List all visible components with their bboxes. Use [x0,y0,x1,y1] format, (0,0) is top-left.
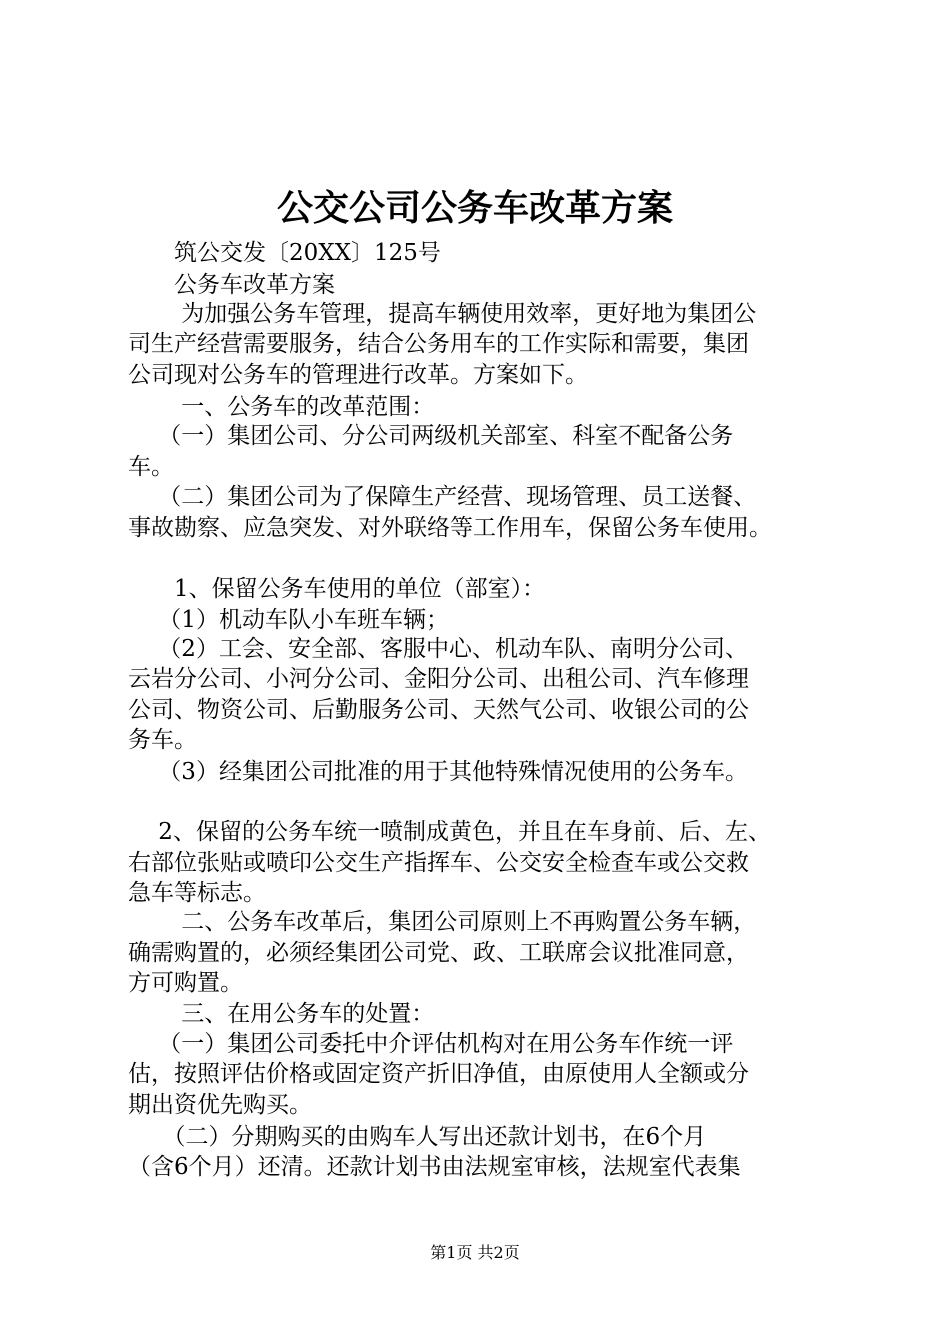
body-line: （一）集团公司委托中介评估机构对在用公务车作统一评 [128,1031,734,1057]
body-line: （2）工会、安全部、客服中心、机动车队、南明分公司、 [128,636,748,662]
body-line: 公司、物资公司、后勤服务公司、天然气公司、收银公司的公 [128,697,749,723]
body-line: 一、公务车的改革范围： [128,394,435,420]
body-line: 云岩分公司、小河分公司、金阳分公司、出租公司、汽车修理 [128,666,749,692]
body-line: 方可购置。 [128,970,243,996]
body-line: 司生产经营需要服务，结合公务用车的工作实际和需要，集团 [128,331,749,357]
body-line: 为加强公务车管理，提高车辆使用效率，更好地为集团公 [128,301,757,327]
body-line: （含6个月）还清。还款计划书由法规室审核，法规室代表集 [128,1154,741,1180]
document-title: 公交公司公务车改革方案 [276,187,673,229]
body-line: 公务车改革方案 [128,272,335,298]
body-line: 右部位张贴或喷印公交生产指挥车、公交安全检查车或公交救 [128,850,749,876]
body-line: 务车。 [128,727,197,753]
page-footer: 第1页 共2页 [430,1243,520,1262]
body-line: 三、在用公务车的处置： [128,1001,435,1027]
body-line: 车。 [128,454,174,480]
body-line: （3）经集团公司批准的用于其他特殊情况使用的公务车。 [128,759,748,785]
body-line: 事故勘察、应急突发、对外联络等工作用车，保留公务车使用。 [128,515,772,541]
body-line: （二）分期购买的由购车人写出还款计划书，在6个月 [128,1124,707,1150]
body-line: 2、保留的公务车统一喷制成黄色，并且在车身前、后、左、 [128,819,771,845]
body-line: 公司现对公务车的管理进行改革。方案如下。 [128,362,588,388]
body-line: （一）集团公司、分公司两级机关部室、科室不配备公务 [128,423,734,449]
body-line: 期出资优先购买。 [128,1092,312,1118]
body-line: （二）集团公司为了保障生产经营、现场管理、员工送餐、 [128,484,757,510]
body-line: 估，按照评估价格或固定资产折旧净值，由原使用人全额或分 [128,1061,749,1087]
body-line: 确需购置的，必须经集团公司党、政、工联席会议批准同意， [128,940,749,966]
body-line: 二、公务车改革后，集团公司原则上不再购置公务车辆， [128,909,757,935]
body-line: 筑公交发〔20XX〕125号 [128,240,441,266]
body-line: 1、保留公务车使用的单位（部室）： [128,576,546,602]
body-line: （1）机动车队小车班车辆； [128,607,449,633]
body-line: 急车等标志。 [128,880,266,906]
